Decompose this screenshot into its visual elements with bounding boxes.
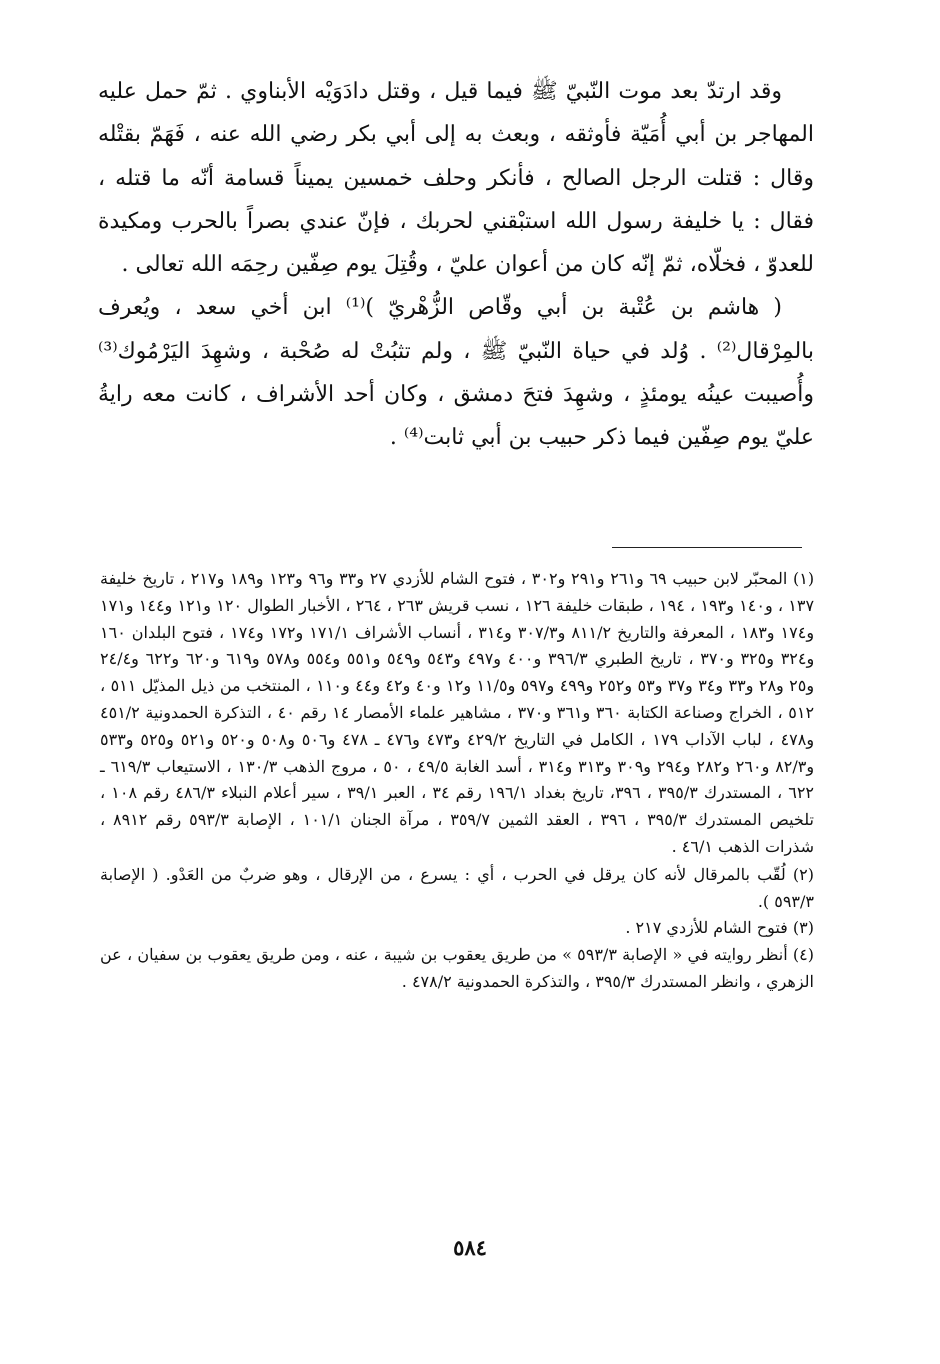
footnote-separator	[612, 547, 802, 548]
main-paragraph: وقد ارتدّ بعد موت النّبيّ ﷺ فيما قيل ، وقتل دادَوَيْه الأبناوي . ثمّ حمل عليه المهاجر بن أبي أُمَيّة فأوثقه ، وبعث به إلى أبي بكر رضي الله عنه ، فَهَمّ بقتْله وقال : قتلت الرجل الصالح ، فأنكر وحلف خمسين يميناً قسامة أنّه ما قتله ، فقال : يا خليفة رسول الله استبْقني لحربك ، فإنّ عندي بصراً بالحرب ومكيدة للعدوّ ، فخلّاه، ثمّ إنّه كان من أعوان عليّ ، وقُتِلَ يوم صِفّين رحِمَه الله تعالى .	[98, 79, 814, 278]
footnotes	[100, 566, 814, 996]
footnote-2: (٢) لُقّب بالمرقال لأنه كان يرقل في الحرب ، أي : يسرع ، من الإرقال ، وهو ضربٌ من العَدْو. ( الإصابة ٥٩٣/٣ ).	[100, 864, 814, 911]
footnote-3: (٣) فتوح الشام للأزدي ٢١٧ .	[625, 918, 814, 938]
footnote-4: (٤) أنظر روايته في « الإصابة ٥٩٣/٣ » من طريق يعقوب بن شيبة ، عنه ، ومن طريق يعقوب بن سفيان ، عن الزهري ، وانظر المستدرك ٣٩٥/٣ ، والتذكرة الحمدونية ٤٧٨/٢ .	[100, 945, 815, 991]
main-paragraph: ( هاشم بن عُتْبة بن أبي وقّاص الزُّهْريّ )⁽¹⁾ ابن أخي سعد ، ويُعرف بالمِرْقال⁽²⁾ . وُلد في حياة النّبيّ ﷺ ، ولم تثبُتْ له صُحْبة ، وشهِدَ اليَرْمُوك⁽³⁾ وأُصيبت عينُه يومئذٍ ، وشهِدَ فتحَ دمشق ، وكان أحد الأشراف ، كانت معه رايةُ عليّ يوم صِفّين فيما ذكر حبيب بن أبي ثابت⁽⁴⁾ .	[98, 295, 814, 451]
page-number: ٥٨٤	[453, 1235, 487, 1260]
main-text	[98, 70, 814, 460]
footnote-1: (١) المحبّر لابن حبيب ٦٩ و٢٦١ و٢٩١ و٣٠٢ ، فتوح الشام للأزدي ٢٧ و٣٣ و٩٦ و١٢٣ و١٨٩ و٢١٧ ، تاريخ خليفة ١٣٧ ، و١٤٠ و١٩٣ ، ١٩٤ ، طبقات خليفة ١٢٦ ، نسب قريش ٢٦٣ ، ٢٦٤ ، الأخبار الطوال ١٢٠ و١٢١ و١٤٤ و١٧١ و١٧٤ و١٨٣ ، المعرفة والتاريخ ٨١١/٢ و٣٠٧/٣ و٣١٤ ، أنساب الأشراف ١٧١/١ و١٧٢ و١٧٤ ، فتوح البلدان ١٦٠ و٣٢٤ و٣٢٥ و٣٧٠ ، تاريخ الطبري ٣٩٦/٣ و٤٠٠ و٤٩٧ و٥٤٣ و٥٤٩ و٥٥١ و٥٥٤ و٥٧٨ و٦١٩ و٦٢٠ و٦٢٢ و٢٤/٤ و٢٥ و٢٨ و٣٣ و٣٤ و٣٧ و٥٣ و٢٥٢ و٤٩٩ و٥٩٧ و١١/٥ و١٢ و٤٠ و٤٢ و٤٤ و١١٠ ، المنتخب من ذيل المذيّل ٥١١ ، ٥١٢ ، الخراج وصناعة الكتابة ٣٦٠ و٣٦١ و٣٧٠ ، مشاهير علماء الأمصار ١٤ رقم ٤٠ ، التذكرة الحمدونية ٤٥١/٢ و٤٧٨ ، لباب الآداب ١٧٩ ، الكامل في التاريخ ٤٢٩/٢ و٤٧٣ و٤٧٦ ـ ٤٧٨ و٥٠٦ و٥٠٨ و٥٢٠ و٥٢١ و٥٢٥ و٥٣٣ و٨٢/٣ و٢٦٠ و٢٨٢ و٢٩٤ و٣٠٩ و٣١٣ و٣١٤ ، أسد الغابة ٤٩/٥ ، ٥٠ ، مروج الذهب ١٣٠/٣ ، الاستيعاب ٦١٩/٣ ـ ٦٢٢ ، المستدرك ٣٩٥/٣ ، ٣٩٦، تاريخ بغداد ١٩٦/١ رقم ٣٤ ، العبر ٣٩/١ ، سير أعلام النبلاء ٤٨٦/٣ رقم ١٠٨ ، تلخيص المستدرك ٣٩٥/٣ ، ٣٩٦ ، العقد الثمين ٣٥٩/٧ ، مرآة الجنان ١٠١/١ ، الإصابة ٥٩٣/٣ رقم ٨٩١٢ ، شذرات الذهب ٤٦/١ .	[100, 569, 815, 856]
